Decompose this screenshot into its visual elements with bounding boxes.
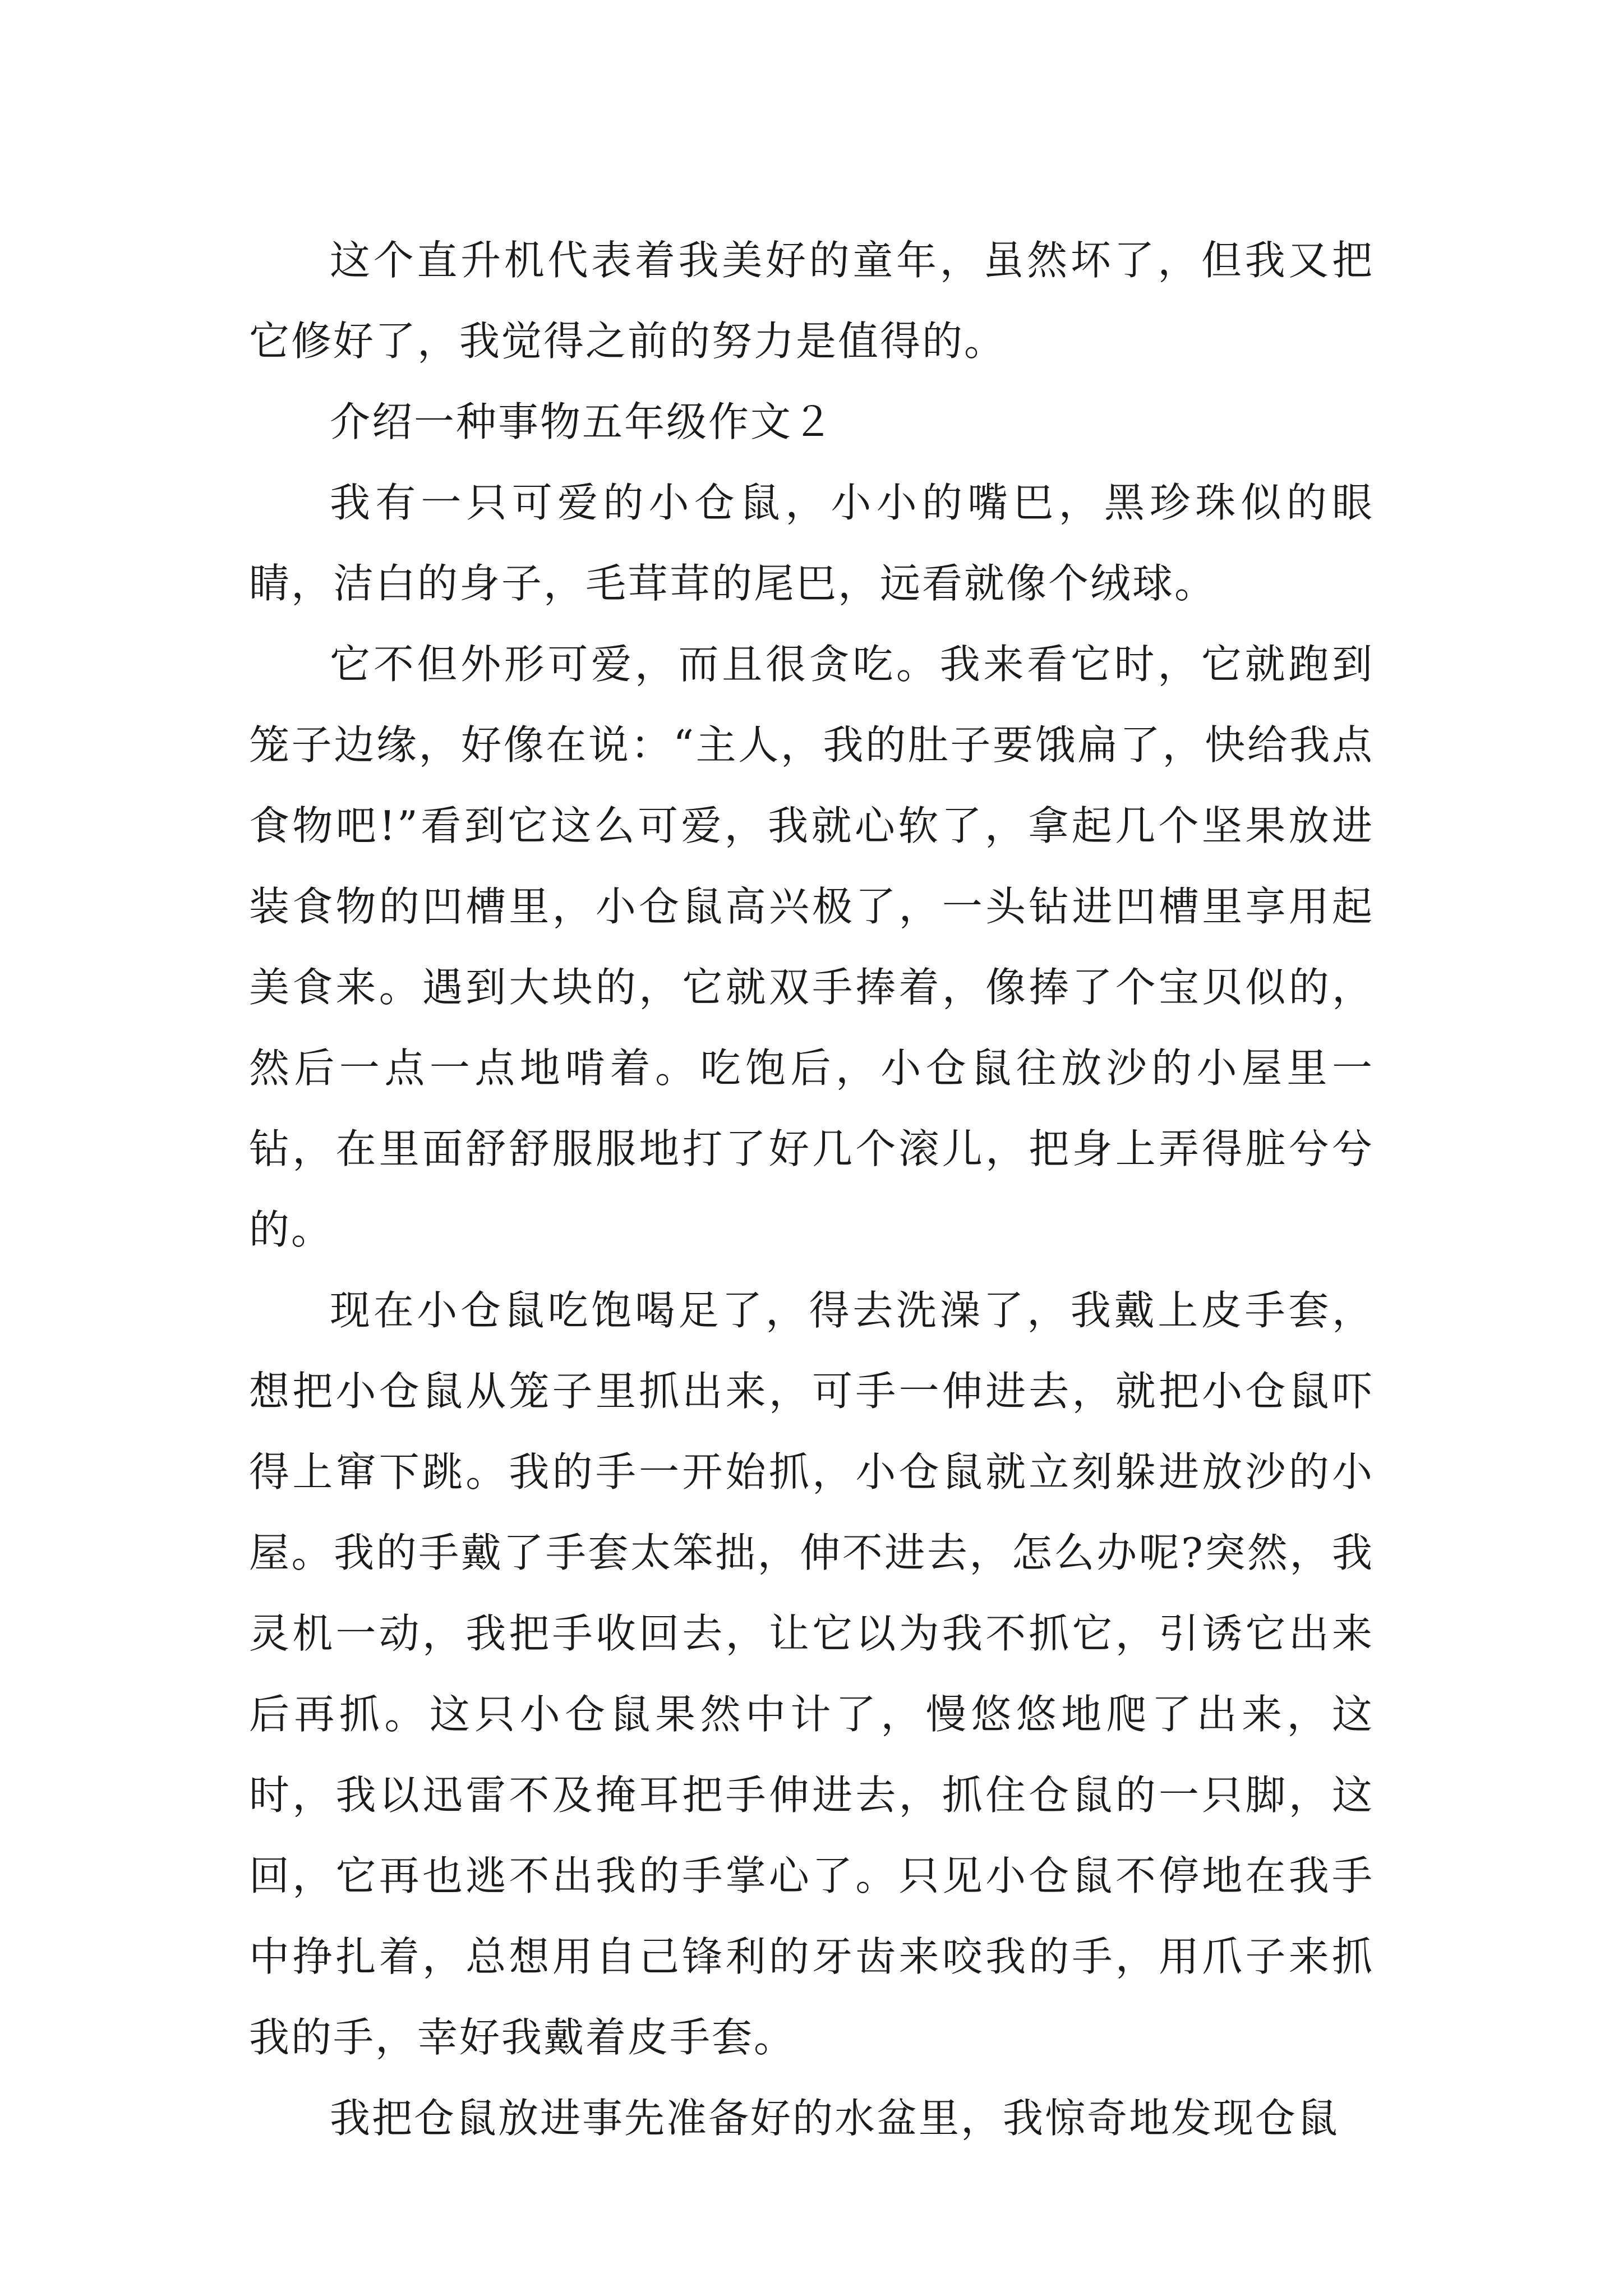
paragraph: 它不但外形可爱，而且很贪吃。我来看它时，它就跑到笼子边缘，好像在说：“主人，我的肚子要饿扁了，快给我点食物吧!”看到它这么可爱，我就心软了，拿起几个坚果放进装食物的凹槽里，小仓鼠高兴极了，一头钻进凹槽里享用起美食来。遇到大块的，它就双手捧着，像捧了个宝贝似的，然后一点一点地啃着。吃饱后，小仓鼠往放沙的小屋里一钻，在里面舒舒服服地打了好几个滚儿，把身上弄得脏兮兮的。 bbox=[249, 641, 1374, 1253]
paragraph: 我把仓鼠放进事先准备好的水盆里，我惊奇地发现仓鼠 bbox=[330, 2095, 1340, 2142]
paragraph: 现在小仓鼠吃饱喝足了，得去洗澡了，我戴上皮手套，想把小仓鼠从笼子里抓出来，可手一伸进去，就把小仓鼠吓得上窜下跳。我的手一开始抓，小仓鼠就立刻躲进放沙的小屋。我的手戴了手套太笨拙，伸不进去，怎么办呢?突然，我灵机一动，我把手收回去，让它以为我不抓它，引诱它出来后再抓。这只小仓鼠果然中计了，慢悠悠地爬了出来，这时，我以迅雷不及掩耳把手伸进去，抓住仓鼠的一只脚，这回，它再也逃不出我的手掌心了。只见小仓鼠不停地在我手中挣扎着，总想用自己锋利的牙齿来咬我的手，用爪子来抓我的手，幸好我戴着皮手套。 bbox=[249, 1287, 1374, 2061]
paragraph: 这个直升机代表着我美好的童年，虽然坏了，但我又把它修好了，我觉得之前的努力是值得的。 bbox=[249, 237, 1374, 365]
document-body bbox=[249, 220, 1374, 2159]
essay-heading: 介绍一种事物五年级作文２ bbox=[330, 398, 835, 445]
paragraph: 我有一只可爱的小仓鼠，小小的嘴巴，黑珍珠似的眼睛，洁白的身子，毛茸茸的尾巴，远看就像个绒球。 bbox=[249, 479, 1374, 607]
